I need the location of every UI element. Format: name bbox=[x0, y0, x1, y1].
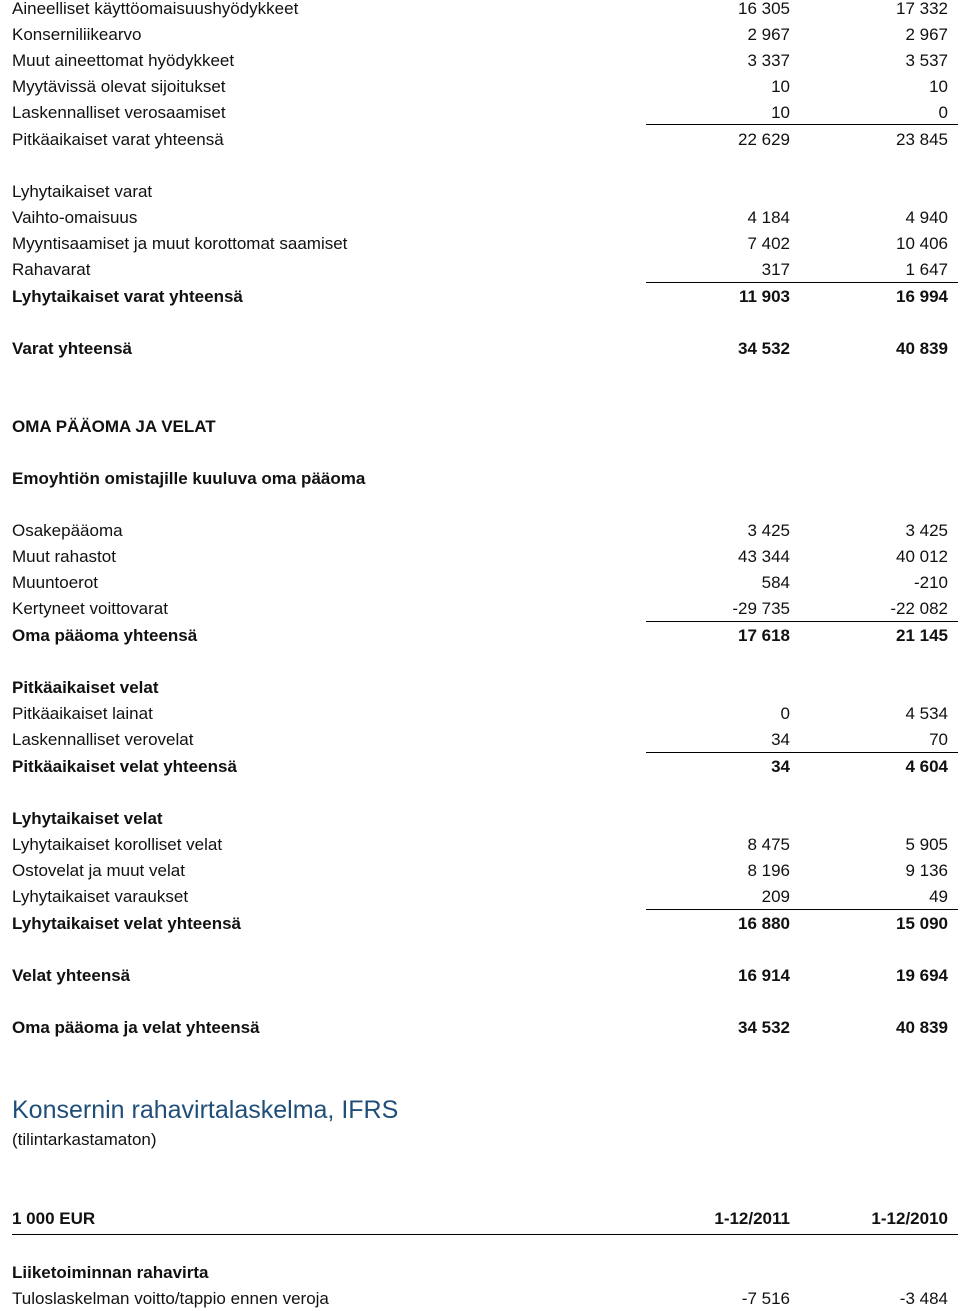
table-row bbox=[12, 23, 950, 47]
value-2011: 0 bbox=[780, 704, 790, 723]
value-2010: 4 534 bbox=[905, 704, 948, 723]
row-label: Myyntisaamiset ja muut korottomat saamiset bbox=[12, 234, 348, 253]
section-heading bbox=[12, 1261, 950, 1285]
table-row bbox=[12, 0, 950, 21]
value-2011: 7 402 bbox=[747, 234, 790, 253]
row-label: Velat yhteensä bbox=[12, 966, 131, 985]
total-row bbox=[12, 1016, 950, 1040]
row-label: Myytävissä olevat sijoitukset bbox=[12, 77, 226, 96]
section-heading bbox=[12, 180, 950, 204]
value-2010: 15 090 bbox=[896, 914, 948, 933]
subtotal-row bbox=[12, 755, 950, 779]
value-2011: 584 bbox=[761, 573, 790, 592]
subtotal-row bbox=[12, 912, 950, 936]
row-label: Lyhytaikaiset varaukset bbox=[12, 887, 189, 906]
row-label: Muut aineettomat hyödykkeet bbox=[12, 51, 235, 70]
value-2010: 3 537 bbox=[905, 51, 948, 70]
table-row bbox=[12, 545, 950, 569]
row-label: Konserniliikearvo bbox=[12, 25, 142, 44]
value-2011: 43 344 bbox=[738, 547, 790, 566]
row-label: Ostovelat ja muut velat bbox=[12, 861, 185, 880]
value-2011: 22 629 bbox=[738, 130, 790, 149]
value-2011: 16 880 bbox=[738, 914, 790, 933]
value-2011: 16 305 bbox=[738, 0, 790, 18]
value-2010: 4 940 bbox=[905, 208, 948, 227]
table-row bbox=[12, 885, 950, 909]
row-label: Aineelliset käyttöomaisuushyödykkeet bbox=[12, 0, 299, 18]
value-2010: 40 839 bbox=[896, 1018, 948, 1037]
row-label: Varat yhteensä bbox=[12, 339, 133, 358]
value-2011: 34 bbox=[771, 730, 790, 749]
value-2011: 3 425 bbox=[747, 521, 790, 540]
value-2011: 209 bbox=[761, 887, 790, 906]
value-2010: -3 484 bbox=[899, 1289, 948, 1308]
subtotal-row bbox=[12, 285, 950, 309]
row-label: Osakepääoma bbox=[12, 521, 123, 540]
value-2011: 17 618 bbox=[738, 626, 790, 645]
value-2010: 9 136 bbox=[905, 861, 948, 880]
row-label: Oma pääoma ja velat yhteensä bbox=[12, 1018, 260, 1037]
row-label: Lyhytaikaiset varat bbox=[12, 182, 153, 201]
value-2011: 34 bbox=[771, 757, 790, 776]
cashflow-title: Konsernin rahavirtalaskelma, IFRS bbox=[12, 1096, 399, 1124]
value-2011: 3 337 bbox=[747, 51, 790, 70]
value-2010: 17 332 bbox=[896, 0, 948, 18]
row-label: Lyhytaikaiset korolliset velat bbox=[12, 835, 223, 854]
table-row bbox=[12, 1287, 950, 1311]
row-label: Tuloslaskelman voitto/tappio ennen veroja bbox=[12, 1289, 329, 1308]
section-heading bbox=[12, 467, 950, 491]
header-rule bbox=[12, 1234, 958, 1235]
value-2011: 34 532 bbox=[738, 339, 790, 358]
value-2010: 16 994 bbox=[896, 287, 948, 306]
row-label: Rahavarat bbox=[12, 260, 91, 279]
table-row bbox=[12, 101, 950, 125]
value-2010: 1 647 bbox=[905, 260, 948, 279]
table-row bbox=[12, 49, 950, 73]
value-2011: 317 bbox=[761, 260, 790, 279]
row-label: Liiketoiminnan rahavirta bbox=[12, 1263, 209, 1282]
value-2011: 11 903 bbox=[738, 287, 790, 306]
table-row bbox=[12, 702, 950, 726]
row-label: Laskennalliset verovelat bbox=[12, 730, 194, 749]
value-2010: 2 967 bbox=[905, 25, 948, 44]
table-row bbox=[12, 597, 950, 621]
row-label: Pitkäaikaiset lainat bbox=[12, 704, 153, 723]
value-2010: 70 bbox=[929, 730, 948, 749]
table-row bbox=[12, 728, 950, 752]
row-label: Muut rahastot bbox=[12, 547, 116, 566]
row-label: Lyhytaikaiset varat yhteensä bbox=[12, 287, 243, 306]
value-2010: 0 bbox=[938, 103, 948, 122]
value-2010: 19 694 bbox=[896, 966, 948, 985]
table-row bbox=[12, 232, 950, 256]
section-heading bbox=[12, 415, 950, 439]
subtotal-row bbox=[12, 624, 950, 648]
row-label: Emoyhtiön omistajille kuuluva oma pääoma bbox=[12, 469, 366, 488]
period-2010-header: 1-12/2010 bbox=[871, 1209, 948, 1228]
value-2011: 10 bbox=[771, 77, 790, 96]
value-2010: 21 145 bbox=[896, 626, 948, 645]
subtotal-row bbox=[12, 128, 950, 152]
value-2011: -7 516 bbox=[741, 1289, 790, 1308]
subtotal-rule bbox=[646, 621, 958, 622]
value-2011: -29 735 bbox=[732, 599, 790, 618]
subtotal-rule bbox=[646, 124, 958, 125]
value-2010: 10 bbox=[929, 77, 948, 96]
subtotal-rule bbox=[646, 752, 958, 753]
subtotal-rule bbox=[646, 909, 958, 910]
row-label: Pitkäaikaiset velat bbox=[12, 678, 159, 697]
row-label: Laskennalliset verosaamiset bbox=[12, 103, 226, 122]
section-heading bbox=[12, 807, 950, 831]
value-2011: 16 914 bbox=[738, 966, 790, 985]
value-2010: 40 012 bbox=[896, 547, 948, 566]
row-label: Kertyneet voittovarat bbox=[12, 599, 168, 618]
row-label: OMA PÄÄOMA JA VELAT bbox=[12, 417, 216, 436]
row-label: Oma pääoma yhteensä bbox=[12, 626, 198, 645]
table-row bbox=[12, 859, 950, 883]
row-label: Muuntoerot bbox=[12, 573, 98, 592]
value-2011: 34 532 bbox=[738, 1018, 790, 1037]
table-row bbox=[12, 833, 950, 857]
cashflow-subtitle: (tilintarkastamaton) bbox=[12, 1130, 157, 1149]
row-label: Pitkäaikaiset varat yhteensä bbox=[12, 130, 224, 149]
row-label: Pitkäaikaiset velat yhteensä bbox=[12, 757, 237, 776]
table-row bbox=[12, 258, 950, 282]
value-2010: 3 425 bbox=[905, 521, 948, 540]
section-heading bbox=[12, 676, 950, 700]
value-2010: 23 845 bbox=[896, 130, 948, 149]
table-row bbox=[12, 519, 950, 543]
unit-label: 1 000 EUR bbox=[12, 1209, 96, 1228]
table-row bbox=[12, 206, 950, 230]
row-label: Lyhytaikaiset velat yhteensä bbox=[12, 914, 241, 933]
row-label: Vaihto-omaisuus bbox=[12, 208, 138, 227]
value-2011: 8 475 bbox=[747, 835, 790, 854]
value-2011: 8 196 bbox=[747, 861, 790, 880]
column-header-row bbox=[12, 1207, 950, 1231]
value-2010: -210 bbox=[913, 573, 948, 592]
period-2011-header: 1-12/2011 bbox=[714, 1209, 790, 1228]
value-2010: 49 bbox=[929, 887, 948, 906]
total-row bbox=[12, 337, 950, 361]
value-2010: 5 905 bbox=[905, 835, 948, 854]
value-2010: -22 082 bbox=[890, 599, 948, 618]
value-2011: 10 bbox=[771, 103, 790, 122]
value-2011: 4 184 bbox=[747, 208, 790, 227]
value-2011: 2 967 bbox=[747, 25, 790, 44]
value-2010: 10 406 bbox=[896, 234, 948, 253]
value-2010: 4 604 bbox=[905, 757, 948, 776]
total-row bbox=[12, 964, 950, 988]
row-label: Lyhytaikaiset velat bbox=[12, 809, 163, 828]
table-row bbox=[12, 75, 950, 99]
subtotal-rule bbox=[646, 282, 958, 283]
table-row bbox=[12, 571, 950, 595]
value-2010: 40 839 bbox=[896, 339, 948, 358]
